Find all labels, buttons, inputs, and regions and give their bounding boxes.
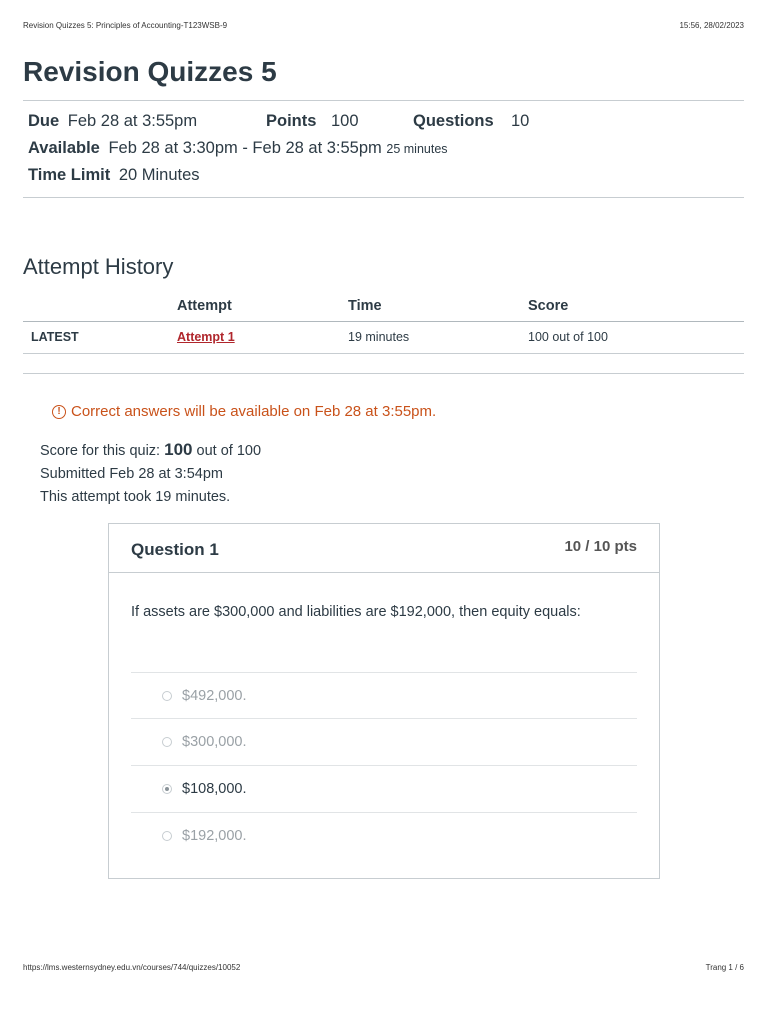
- answer-label: $492,000.: [182, 688, 247, 704]
- attempt-1-link[interactable]: Attempt 1: [177, 330, 235, 344]
- question-text: If assets are $300,000 and liabilities are $192,000, then equity equals:: [131, 604, 581, 620]
- attempt-history-title: Attempt History: [23, 254, 174, 279]
- meta-row-time-limit: [28, 166, 200, 185]
- attempt-time: 19 minutes: [348, 330, 410, 344]
- meta-row-due: [28, 112, 530, 131]
- available-value: Feb 28 at 3:30pm - Feb 28 at 3:55pm: [108, 139, 382, 157]
- meta-row-available: [28, 139, 448, 158]
- question-card: [108, 523, 660, 879]
- points-label: Points: [266, 112, 317, 130]
- page-title: Revision Quizzes 5: [23, 56, 277, 87]
- points-value: 100: [331, 112, 359, 130]
- print-header: [23, 21, 744, 30]
- title-divider: [23, 100, 744, 101]
- score-summary: [40, 440, 261, 460]
- time-limit-label: Time Limit: [28, 166, 111, 184]
- questions-value: 10: [511, 112, 530, 130]
- question-title: Question 1: [131, 540, 219, 559]
- meta-divider: [23, 197, 744, 198]
- print-footer: [23, 963, 744, 972]
- question-header: [109, 524, 659, 573]
- score-value: 100: [164, 440, 193, 459]
- print-footer-url: https://lms.westernsydney.edu.vn/courses/744/quizzes/10052: [23, 963, 241, 972]
- history-divider: [23, 373, 744, 374]
- table-header-divider: [23, 321, 744, 322]
- due-label: Due: [28, 112, 60, 130]
- answer-label: $108,000.: [182, 781, 247, 797]
- column-header-attempt: Attempt: [177, 298, 232, 314]
- available-duration: 25 minutes: [386, 142, 448, 156]
- due-value: Feb 28 at 3:55pm: [67, 112, 198, 130]
- answer-option[interactable]: [131, 812, 637, 859]
- answer-label: $192,000.: [182, 828, 247, 844]
- attempt-duration: This attempt took 19 minutes.: [40, 489, 231, 505]
- time-limit-value: 20 Minutes: [118, 166, 200, 184]
- question-points: 10 / 10 pts: [564, 538, 637, 555]
- answer-option-selected[interactable]: [131, 765, 637, 812]
- submitted-time: Submitted Feb 28 at 3:54pm: [40, 466, 223, 482]
- answer-option[interactable]: [131, 718, 637, 765]
- radio-button[interactable]: [162, 691, 172, 701]
- radio-button[interactable]: [162, 831, 172, 841]
- table-row-divider: [23, 353, 744, 354]
- radio-button[interactable]: [162, 737, 172, 747]
- correct-answers-notice: [52, 403, 436, 420]
- print-header-title: Revision Quizzes 5: Principles of Accounting-T123WSB-9: [23, 21, 228, 30]
- score-suffix: out of 100: [196, 443, 262, 459]
- column-header-time: Time: [348, 298, 382, 314]
- warning-circle-icon: !: [52, 405, 66, 419]
- print-footer-page: Trang 1 / 6: [705, 963, 744, 972]
- answer-option[interactable]: [131, 672, 637, 719]
- latest-tag: LATEST: [31, 330, 79, 344]
- attempt-score: 100 out of 100: [528, 330, 608, 344]
- print-header-timestamp: 15:56, 28/02/2023: [679, 21, 744, 30]
- answer-label: $300,000.: [182, 734, 247, 750]
- column-header-score: Score: [528, 298, 569, 314]
- questions-label: Questions: [413, 112, 494, 130]
- notice-text: Correct answers will be available on Feb 28 at 3:55pm.: [71, 403, 437, 420]
- score-prefix: Score for this quiz:: [40, 443, 161, 459]
- available-label: Available: [28, 139, 100, 157]
- radio-button-checked[interactable]: [162, 784, 172, 794]
